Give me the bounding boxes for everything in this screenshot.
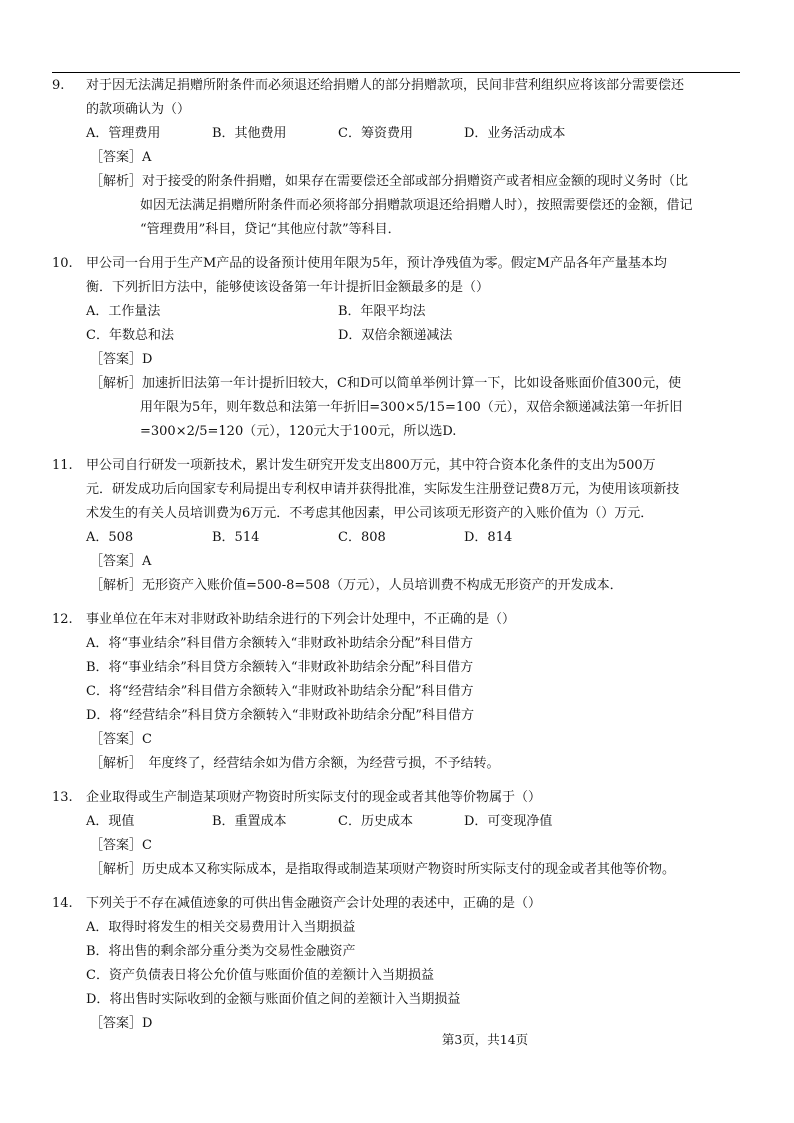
question-12 xyxy=(52,608,742,776)
answer: ［答案］D xyxy=(90,352,153,367)
question-11 xyxy=(52,454,742,598)
question-13 xyxy=(52,786,742,882)
answer: ［答案］A xyxy=(90,554,152,569)
option-c: C．筹资费用 xyxy=(338,126,413,141)
answer: ［答案］C xyxy=(90,838,152,853)
option-d: D．将出售时实际收到的金额与账面价值之间的差额计入当期损益 xyxy=(86,992,461,1007)
option-b: B．年限平均法 xyxy=(338,304,426,319)
option-a: A．管理费用 xyxy=(86,126,161,141)
option-c: C．808 xyxy=(338,530,386,545)
option-a: A．现值 xyxy=(86,814,135,829)
option-d: D．将“经营结余”科目贷方余额转入“非财政补助结余分配”科目借方 xyxy=(86,708,475,723)
explanation: ［解析］加速折旧法第一年计提折旧较大，C和D可以简单举例计算一下，比如设备账面价值300元，使 xyxy=(90,376,682,391)
question-number: 13. xyxy=(52,790,73,805)
options-row xyxy=(52,122,742,146)
options-row xyxy=(52,324,742,348)
question-text: 事业单位在年末对非财政补助结余进行的下列会计处理中，不正确的是（） xyxy=(86,612,516,627)
option-d: D．814 xyxy=(464,530,513,545)
option-c: C．年数总和法 xyxy=(86,328,174,343)
question-number: 9. xyxy=(52,78,65,93)
option-c: C．将“经营结余”科目借方余额转入“非财政补助结余分配”科目借方 xyxy=(86,684,474,699)
option-a: A．工作量法 xyxy=(86,304,161,319)
question-text: 甲公司自行研发一项新技术，累计发生研究开发支出800万元，其中符合资本化条件的支出为500万 xyxy=(86,458,656,473)
question-number: 10. xyxy=(52,256,73,271)
option-d: D．可变现净值 xyxy=(464,814,553,829)
option-d: D．业务活动成本 xyxy=(464,126,566,141)
answer: ［答案］D xyxy=(90,1016,153,1031)
explanation: ［解析］对于接受的附条件捐赠，如果存在需要偿还全部或部分捐赠资产或者相应金额的现时义务时（比 xyxy=(90,174,689,189)
page-footer: 第3页，共14页 xyxy=(441,1032,529,1047)
options-row xyxy=(52,526,742,550)
question-text: 的款项确认为（） xyxy=(86,102,191,117)
question-text: 对于因无法满足捐赠所附条件而必须退还给捐赠人的部分捐赠款项，民间非营利组织应将该部分需要偿还 xyxy=(86,78,685,93)
question-text: 术发生的有关人员培训费为6万元．不考虑其他因素，甲公司该项无形资产的入账价值为（）万元． xyxy=(86,506,654,521)
option-a: A．取得时将发生的相关交易费用计入当期损益 xyxy=(86,920,356,935)
question-number: 11. xyxy=(52,458,73,473)
question-14 xyxy=(52,892,742,1036)
answer: ［答案］C xyxy=(90,732,152,747)
question-10 xyxy=(52,252,742,444)
option-c: C．资产负债表日将公允价值与账面价值的差额计入当期损益 xyxy=(86,968,434,983)
answer: ［答案］A xyxy=(90,150,152,165)
option-d: D．双倍余额递减法 xyxy=(338,328,453,343)
option-c: C．历史成本 xyxy=(338,814,413,829)
question-text: 元．研发成功后向国家专利局提出专利权申请并获得批准，实际发生注册登记费8万元，为使用该项新技 xyxy=(86,482,680,497)
question-text: 下列关于不存在减值迹象的可供出售金融资产会计处理的表述中，正确的是（） xyxy=(86,896,542,911)
explanation: ［解析］无形资产入账价值=500-8=508（万元），人员培训费不构成无形资产的开发成本． xyxy=(90,578,623,593)
option-a: A．将“事业结余”科目借方余额转入“非财政补助结余分配”科目借方 xyxy=(86,636,473,651)
option-b: B．将出售的剩余部分重分类为交易性金融资产 xyxy=(86,944,356,959)
question-text: 衡．下列折旧方法中，能够使该设备第一年计提折旧金额最多的是（） xyxy=(86,280,490,295)
question-text: 企业取得或生产制造某项财产物资时所实际支付的现金或者其他等价物属于（） xyxy=(86,790,542,805)
options-row xyxy=(52,810,742,834)
question-text: 甲公司一台用于生产M产品的设备预计使用年限为5年，预计净残值为零。假定M产品各年产量基本均 xyxy=(86,256,667,271)
explanation: “管理费用”科目，贷记“其他应付款”等科目． xyxy=(140,222,401,237)
explanation: ［解析］ 年度终了，经营结余如为借方余额，为经营亏损，不予结转。 xyxy=(90,756,500,771)
explanation: ［解析］历史成本又称实际成本，是指取得或制造某项财产物资时所实际支付的现金或者其他等价物。 xyxy=(90,862,676,877)
option-b: B．514 xyxy=(212,530,260,545)
question-number: 12. xyxy=(52,612,73,627)
explanation: =300×2/5=120（元），120元大于100元，所以选D. xyxy=(140,424,457,439)
header-rule xyxy=(52,72,740,73)
option-b: B．其他费用 xyxy=(212,126,287,141)
question-9 xyxy=(52,74,742,242)
explanation: 用年限为5年，则年数总和法第一年折旧=300×5/15=100（元），双倍余额递减法第一年折旧 xyxy=(140,400,683,415)
option-b: B．将“事业结余”科目贷方余额转入“非财政补助结余分配”科目借方 xyxy=(86,660,474,675)
option-a: A．508 xyxy=(86,530,134,545)
question-number: 14. xyxy=(52,896,73,911)
explanation: 如因无法满足捐赠所附条件而必须将部分捐赠款项退还给捐赠人时），按照需要偿还的金额，借记 xyxy=(140,198,693,213)
options-row xyxy=(52,300,742,324)
option-b: B．重置成本 xyxy=(212,814,287,829)
